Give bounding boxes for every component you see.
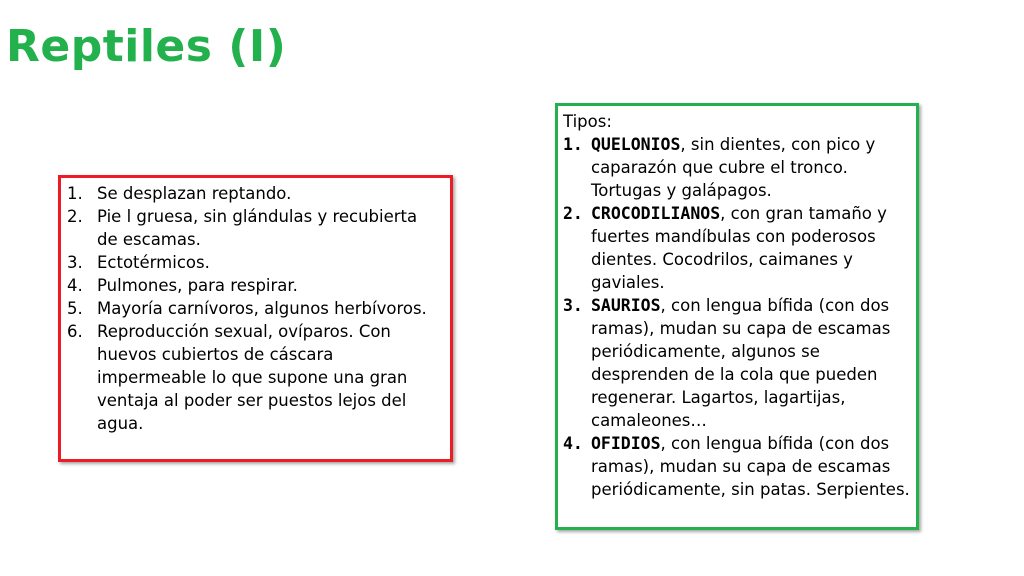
list-item bbox=[67, 320, 442, 435]
list-item-text: Mayoría carnívoros, algunos herbívoros. bbox=[97, 299, 427, 318]
type-name: QUELONIOS bbox=[591, 135, 681, 154]
list-item bbox=[67, 251, 442, 274]
type-description: , con gran tamaño y fuertes mandíbulas con poderosos dientes. Cocodrilos, caimanes y gaviales. bbox=[591, 204, 887, 292]
traits-list bbox=[67, 182, 442, 435]
list-item-number: 6. bbox=[67, 322, 83, 341]
type-description: , con lengua bífida (con dos ramas), mudan su capa de escamas periódicamente, sin patas. Serpientes. bbox=[591, 434, 910, 499]
types-list bbox=[563, 133, 912, 501]
traits-box bbox=[58, 175, 453, 462]
list-item-number: 4. bbox=[67, 276, 83, 295]
list-item-number: 3. bbox=[563, 296, 583, 315]
list-item-number: 3. bbox=[67, 253, 83, 272]
type-name: SAURIOS bbox=[591, 296, 661, 315]
list-item-text: Pulmones, para respirar. bbox=[97, 276, 298, 295]
list-item bbox=[563, 133, 912, 202]
type-description: , con lengua bífida (con dos ramas), mudan su capa de escamas periódicamente, algunos se desprenden de la cola que pueden regenerar. Lagartos, lagartijas, camaleones… bbox=[591, 296, 891, 430]
list-item-number: 4. bbox=[563, 434, 583, 453]
list-item-text bbox=[591, 432, 912, 501]
list-item-number: 1. bbox=[563, 135, 583, 154]
list-item bbox=[563, 432, 912, 501]
list-item bbox=[67, 297, 442, 320]
list-item-text: Reproducción sexual, ovíparos. Con huevos cubiertos de cáscara impermeable lo que supone una gran ventaja al poder ser puestos lejos del agua. bbox=[97, 322, 408, 433]
list-item bbox=[67, 182, 442, 205]
list-item-text: Se desplazan reptando. bbox=[97, 184, 292, 203]
list-item-text: Ectotérmicos. bbox=[97, 253, 210, 272]
list-item-text bbox=[591, 294, 912, 432]
type-name: CROCODILIANOS bbox=[591, 204, 721, 223]
list-item-number: 2. bbox=[67, 207, 83, 226]
list-item-text bbox=[591, 133, 912, 202]
type-name: OFIDIOS bbox=[591, 434, 661, 453]
list-item-number: 5. bbox=[67, 299, 83, 318]
types-box bbox=[555, 103, 919, 530]
list-item bbox=[67, 205, 442, 251]
list-item-text bbox=[591, 202, 912, 294]
list-item-number: 1. bbox=[67, 184, 83, 203]
slide-title: Reptiles (I) bbox=[6, 21, 287, 72]
types-heading: Tipos: bbox=[563, 112, 612, 131]
list-item bbox=[67, 274, 442, 297]
list-item-text: Pie l gruesa, sin glándulas y recubierta de escamas. bbox=[97, 207, 418, 249]
list-item bbox=[563, 202, 912, 294]
list-item-number: 2. bbox=[563, 204, 583, 223]
type-description: , sin dientes, con pico y caparazón que cubre el tronco. Tortugas y galápagos. bbox=[591, 135, 876, 200]
list-item bbox=[563, 294, 912, 432]
